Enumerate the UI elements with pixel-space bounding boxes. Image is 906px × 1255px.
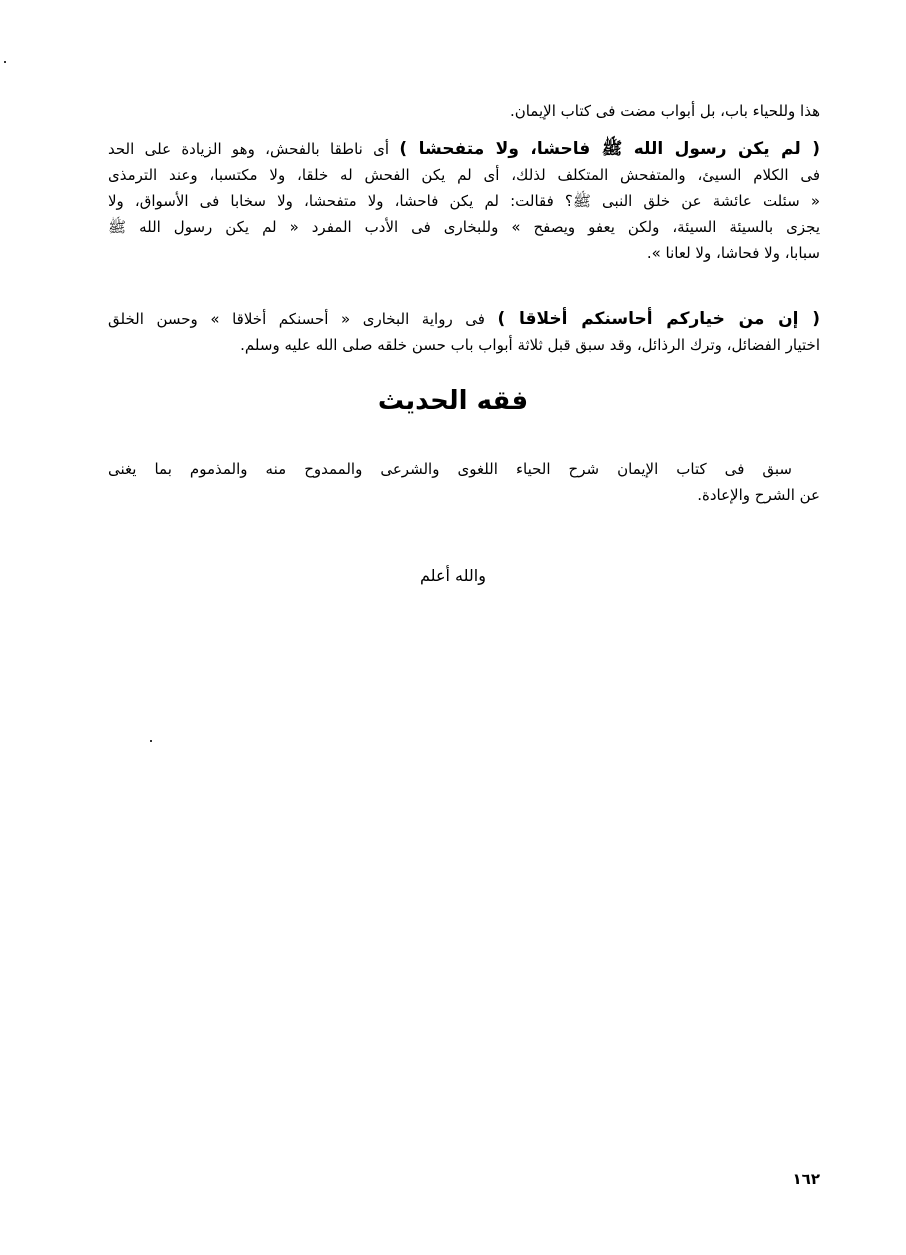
paragraph-line bbox=[108, 306, 820, 332]
page-number: ١٦٢ bbox=[792, 1170, 820, 1188]
scan-speck bbox=[4, 61, 6, 63]
closing-phrase: والله أعلم bbox=[420, 566, 486, 585]
paragraph-line: « سئلت عائشة عن خلق النبى ﷺ؟ فقالت: لم يكن فاحشا، ولا متفحشا، ولا سخابا فى الأسواق، ولا bbox=[108, 192, 820, 210]
quote-close-paren: ) bbox=[399, 139, 419, 159]
paragraph-line: يجزى بالسيئة السيئة، ولكن يعفو ويصفح » وللبخارى فى الأدب المفرد « لم يكن رسول الله ﷺ bbox=[108, 218, 820, 236]
commentary-text: فى رواية البخارى « أحسنكم أخلاقا » وحسن الخلق bbox=[108, 310, 498, 328]
intro-paragraph bbox=[108, 98, 820, 124]
quote-open-paren: ( bbox=[798, 309, 820, 329]
commentary-text: أى ناطقا بالفحش، وهو الزيادة على الحد bbox=[108, 140, 400, 158]
quote-text: إن من خياركم أحاسنكم أخلاقا bbox=[519, 309, 799, 329]
paragraph-line: سبق فى كتاب الإيمان شرح الحياء اللغوى والشرعى والممدوح منه والمذموم بما يغنى bbox=[108, 460, 792, 478]
hadith-commentary-paragraph-2 bbox=[108, 306, 820, 358]
paragraph-line bbox=[108, 136, 820, 162]
hadith-quote bbox=[399, 139, 820, 159]
hadith-commentary-paragraph-1 bbox=[108, 136, 820, 266]
paragraph-line: اختيار الفضائل، وترك الرذائل، وقد سبق قبل ثلاثة أبواب باب حسن خلقه صلى الله عليه وسلم. bbox=[240, 336, 820, 354]
paragraph-line: سبابا، ولا فحاشا، ولا لعانا ». bbox=[646, 244, 820, 262]
quote-open-paren: ( bbox=[800, 139, 820, 159]
quote-text: لم يكن رسول الله ﷺ فاحشا، ولا متفحشا bbox=[418, 139, 801, 159]
scan-speck bbox=[150, 740, 152, 742]
quote-close-paren: ) bbox=[497, 309, 519, 329]
paragraph-line: عن الشرح والإعادة. bbox=[697, 486, 820, 504]
paragraph-line: فى الكلام السيئ، والمتفحش المتكلف لذلك، أى لم يكن الفحش له خلقا، ولا مكتسبا، وعند الترمذى bbox=[108, 166, 820, 184]
fiqh-paragraph bbox=[108, 456, 820, 508]
intro-line: هذا وللحياء باب، بل أبواب مضت فى كتاب الإيمان. bbox=[509, 102, 820, 120]
section-heading: فقه الحديث bbox=[377, 386, 529, 416]
hadith-quote bbox=[498, 309, 820, 329]
